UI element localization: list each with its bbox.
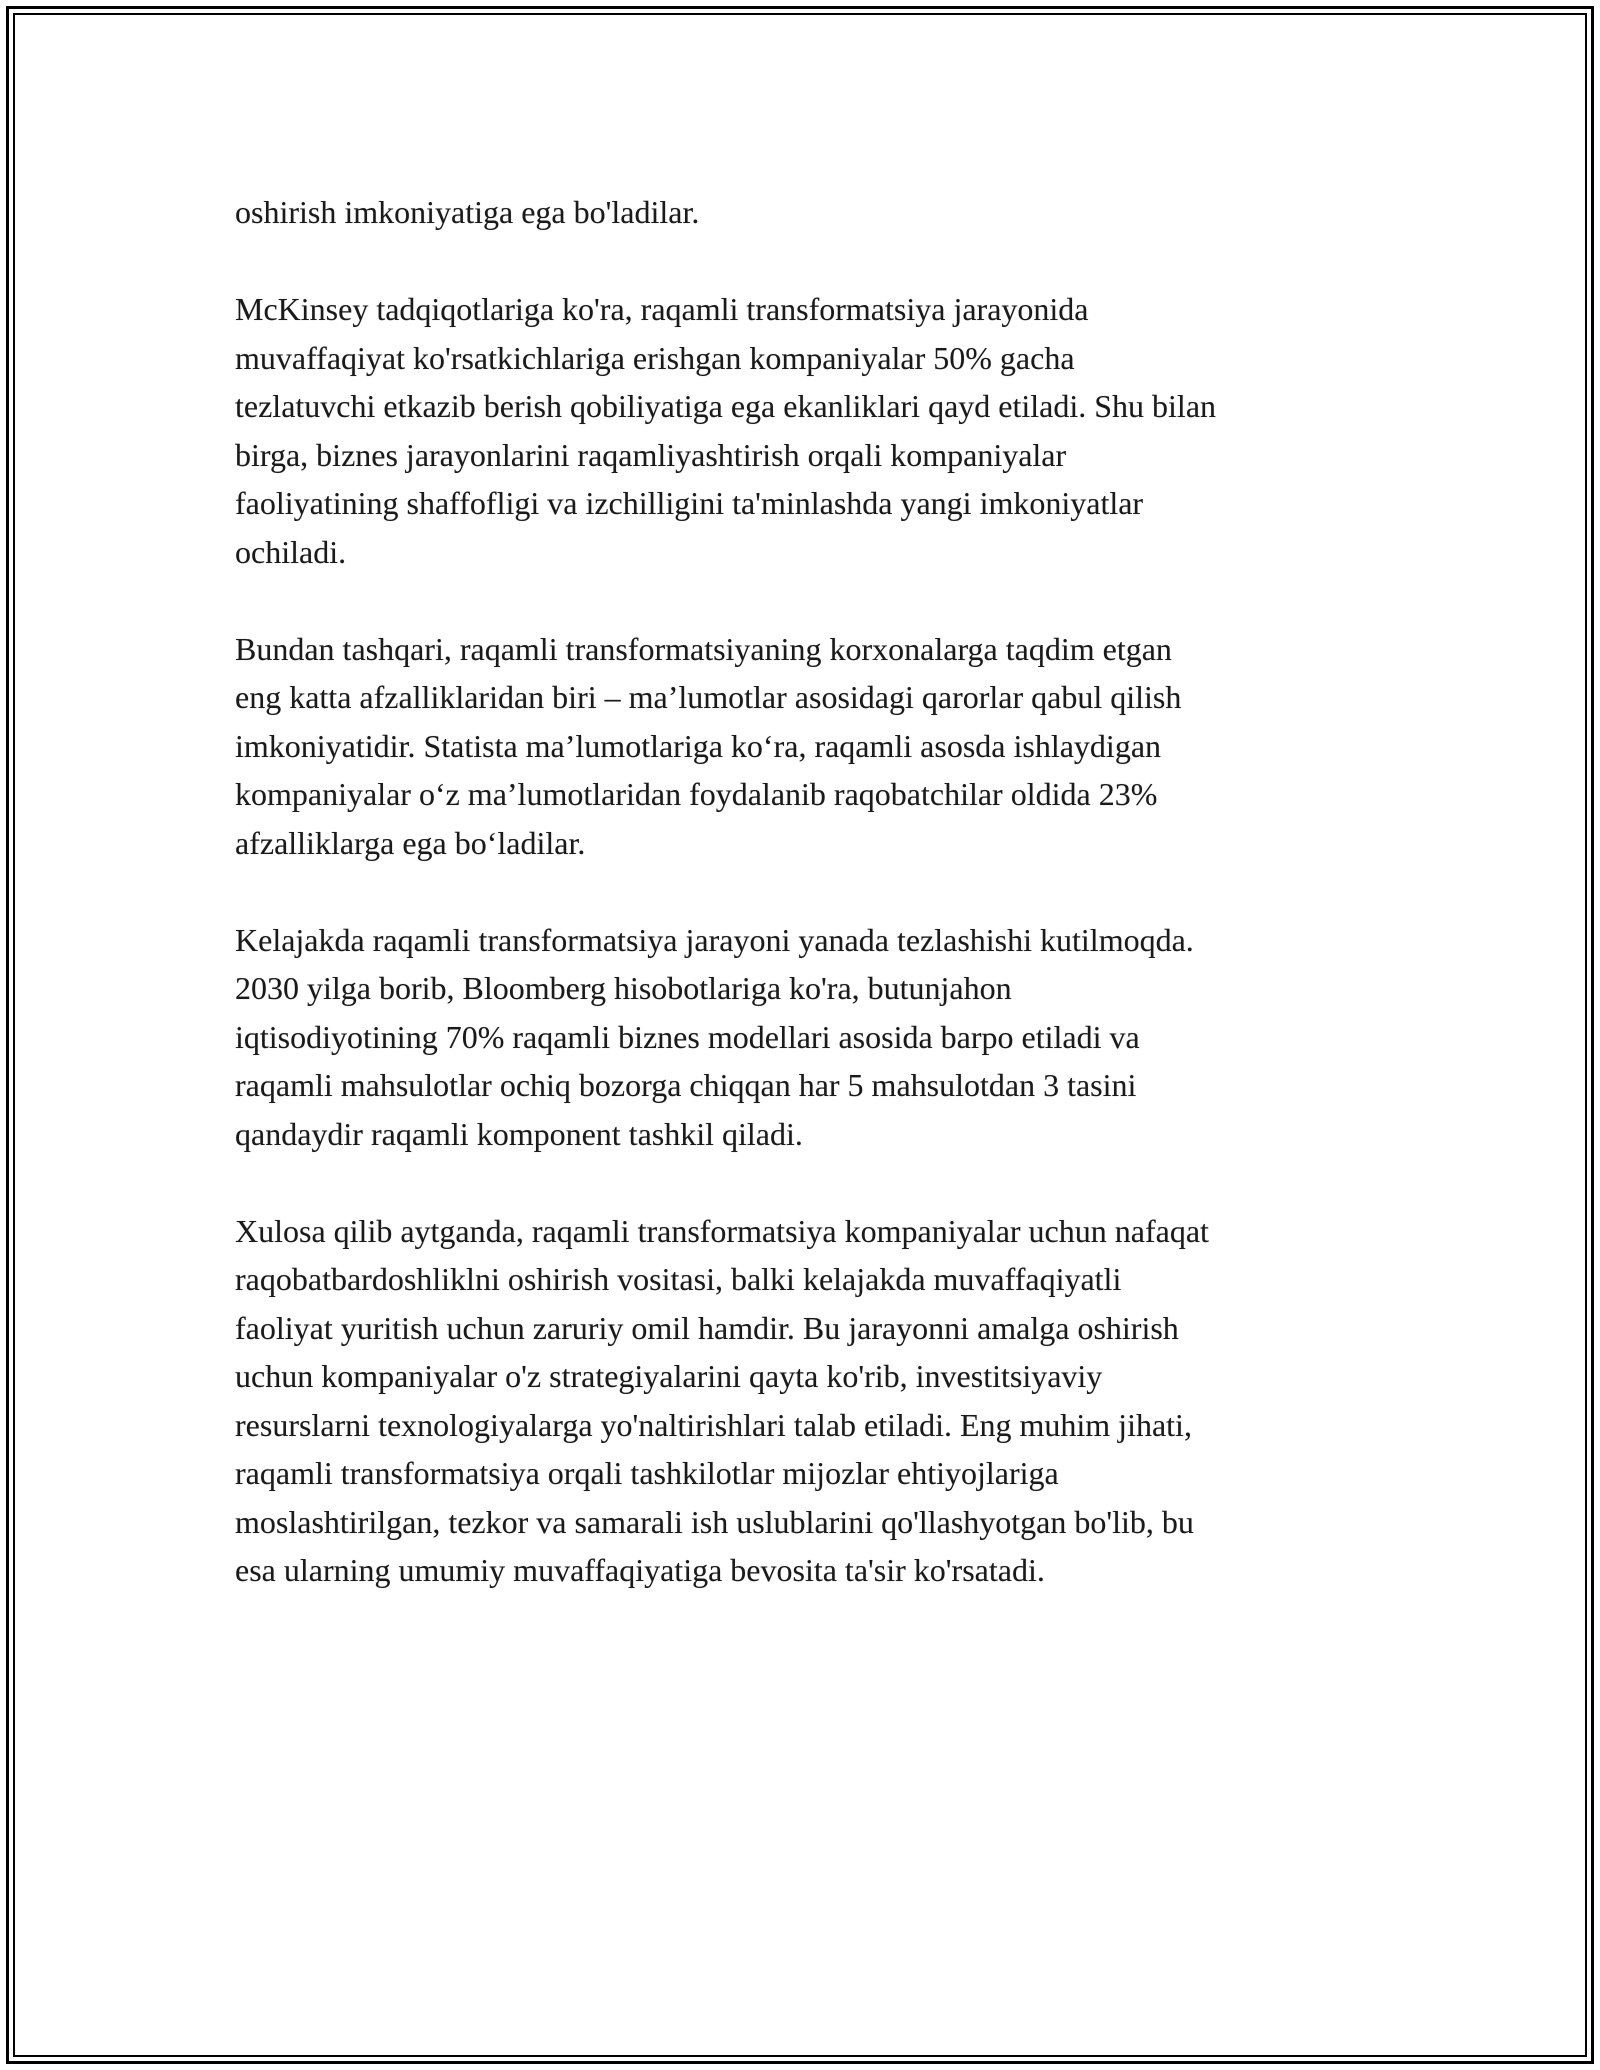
- text-line: Bundan tashqari, raqamli transformatsiyaning korxonalarga taqdim etgan: [235, 630, 1172, 667]
- text-line: Kelajakda raqamli transformatsiya jarayoni yanada tezlashishi kutilmoqda.: [235, 921, 1194, 958]
- text-line: oshirish imkoniyatiga ega bo'ladilar.: [235, 194, 700, 230]
- text-line: tezlatuvchi etkazib berish qobiliyatiga ega ekanliklari qayd etiladi. Shu bilan: [235, 388, 1217, 424]
- text-line: 2030 yilga borib, Bloomberg hisobotlariga ko'ra, butunjahon: [235, 970, 1012, 1006]
- text-line: faoliyat yuritish uchun zaruriy omil hamdir. Bu jarayonni amalga oshirish: [235, 1309, 1179, 1346]
- text-line: uchun kompaniyalar o'z strategiyalarini qayta ko'rib, investitsiyaviy: [235, 1358, 1103, 1394]
- text-line: moslashtirilgan, tezkor va samarali ish uslublarini qo'llashyotgan bo'lib, bu: [235, 1503, 1194, 1540]
- paragraph: [235, 285, 1375, 576]
- paragraph: [235, 625, 1375, 868]
- paragraph: [235, 188, 1375, 237]
- text-line: ochiladi.: [235, 533, 347, 570]
- text-line: eng katta afzalliklaridan biri – ma’lumotlar asosidagi qarorlar qabul qilish: [235, 679, 1182, 715]
- text-line: qandaydir raqamli komponent tashkil qiladi.: [235, 1115, 803, 1152]
- text-line: afzalliklarga ega bo‘ladilar.: [235, 824, 586, 861]
- paragraph: [235, 916, 1375, 1159]
- text-line: esa ularning umumiy muvaffaqiyatiga bevosita ta'sir ko'rsatadi.: [235, 1552, 1045, 1588]
- document-body: [235, 188, 1375, 1643]
- text-line: iqtisodiyotining 70% raqamli biznes modellari asosida barpo etiladi va: [235, 1018, 1140, 1055]
- text-line: Xulosa qilib aytganda, raqamli transformatsiya kompaniyalar uchun nafaqat: [235, 1212, 1209, 1249]
- text-line: McKinsey tadqiqotlariga ko'ra, raqamli transformatsiya jarayonida: [235, 291, 1089, 327]
- text-line: raqobatbardoshliklni oshirish vositasi, balki kelajakda muvaffaqiyatli: [235, 1261, 1122, 1297]
- paragraph: [235, 1207, 1375, 1595]
- text-line: raqamli transformatsiya orqali tashkilotlar mijozlar ehtiyojlariga: [235, 1455, 1059, 1491]
- text-line: muvaffaqiyat ko'rsatkichlariga erishgan kompaniyalar 50% gacha: [235, 339, 1075, 376]
- text-line: raqamli mahsulotlar ochiq bozorga chiqqan har 5 mahsulotdan 3 tasini: [235, 1067, 1137, 1103]
- text-line: imkoniyatidir. Statista ma’lumotlariga ko‘ra, raqamli asosda ishlaydigan: [235, 727, 1162, 764]
- text-line: faoliyatining shaffofligi va izchilligini ta'minlashda yangi imkoniyatlar: [235, 485, 1144, 521]
- text-line: kompaniyalar o‘z ma’lumotlaridan foydalanib raqobatchilar oldida 23%: [235, 776, 1158, 812]
- text-line: birga, biznes jarayonlarini raqamliyashtirish orqali kompaniyalar: [235, 436, 1067, 473]
- text-line: resurslarni texnologiyalarga yo'naltirishlari talab etiladi. Eng muhim jihati,: [235, 1406, 1192, 1443]
